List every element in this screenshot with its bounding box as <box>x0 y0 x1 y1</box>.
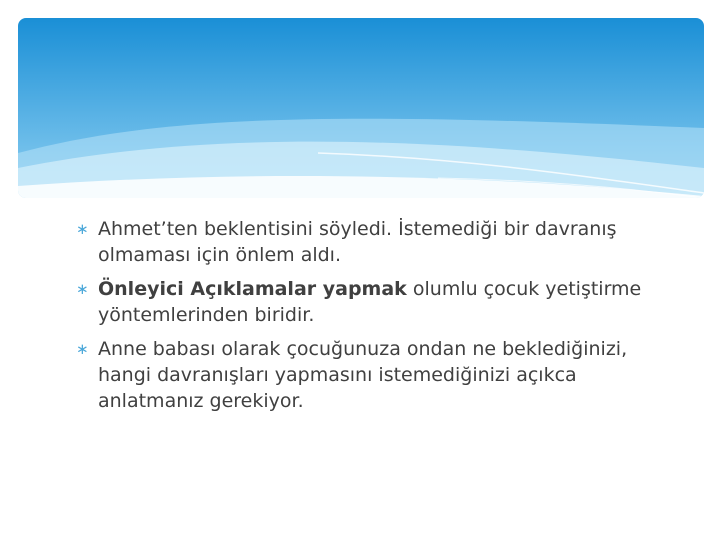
bullet-item <box>76 216 676 268</box>
header-banner <box>18 18 704 198</box>
asterisk-icon: ∗ <box>76 220 89 238</box>
asterisk-icon: ∗ <box>76 280 89 298</box>
slide-content <box>76 216 676 422</box>
bullet-list <box>76 216 676 414</box>
bullet-text: olumlu çocuk yetiştirme yöntemlerinden biridir. <box>98 278 642 326</box>
bullet-item <box>76 336 676 414</box>
bullet-item <box>76 276 676 328</box>
asterisk-icon: ∗ <box>76 340 89 358</box>
banner-graphic <box>18 18 704 198</box>
bullet-text: Anne babası olarak çocuğunuza ondan ne beklediğinizi, hangi davranışları yapmasını istemediğinizi açıkca anlatmanız gerekiyor. <box>98 338 628 412</box>
bullet-bold-text: Önleyici Açıklamalar yapmak <box>98 278 407 300</box>
bullet-text: Ahmet’ten beklentisini söyledi. İstemediği bir davranış olmaması için önlem aldı. <box>98 218 617 266</box>
